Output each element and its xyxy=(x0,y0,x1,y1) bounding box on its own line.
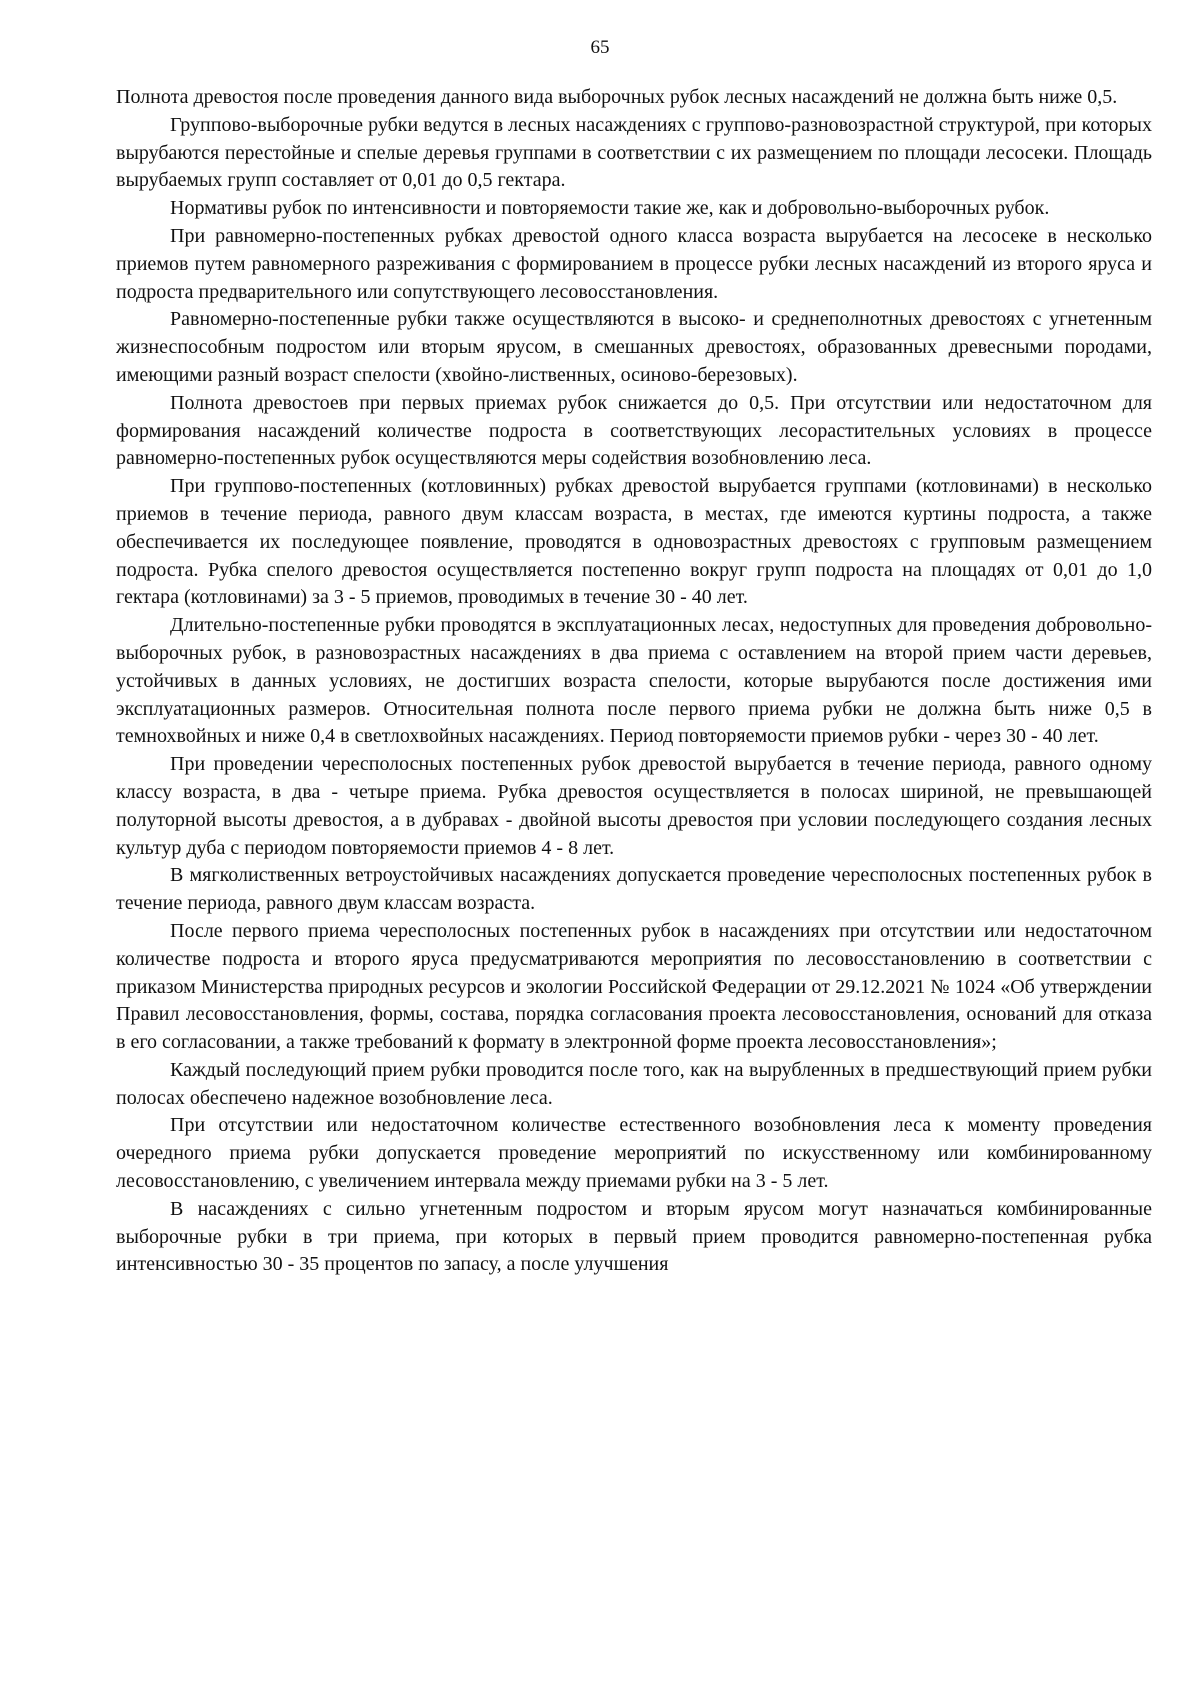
paragraph: При проведении чересполосных постепенных рубок древостой вырубается в течение периода, равного одному классу возраста, в два - четыре приема. Рубка древостоя осуществляется в полосах шириной, не превышающей полуторной высоты древостоя, а в дубравах - двойной высоты древостоя при условии последующего создания лесных культур дуба с периодом повторяемости приемов 4 - 8 лет. xyxy=(116,753,1152,859)
paragraph: В мягколиственных ветроустойчивых насаждениях допускается проведение чересполосных постепенных рубок в течение периода, равного двум классам возраста. xyxy=(116,864,1152,915)
document-body xyxy=(116,84,1152,1279)
page-number: 65 xyxy=(590,37,610,58)
paragraph: При равномерно-постепенных рубках древостой одного класса возраста вырубается на лесосеке в несколько приемов путем равномерного разреживания с формированием в процессе рубки лесных насаждений из второго яруса и подроста предварительного или сопутствующего лесовосстановления. xyxy=(116,224,1152,303)
paragraph: Равномерно-постепенные рубки также осуществляются в высоко- и среднеполнотных древостоях с угнетенным жизнеспособным подростом или вторым ярусом, в смешанных древостоях, образованных древесными породами, имеющими разный возраст спелости (хвойно-лиственных, осиново-березовых). xyxy=(116,308,1152,386)
paragraph: В насаждениях с сильно угнетенным подростом и вторым ярусом могут назначаться комбинированные выборочные рубки в три приема, при которых в первый прием проводится равномерно-постепенная рубка интенсивностью 30 - 35 процентов по запасу, а после улучшения xyxy=(116,1197,1152,1276)
paragraph: При группово-постепенных (котловинных) рубках древостой вырубается группами (котловинами) в несколько приемов в течение периода, равного двум классам возраста, в местах, где имеются куртины подроста, а также обеспечивается их последующее появление, проводятся в одновозрастных древостоях с групповым размещением подроста. Рубка спелого древостоя осуществляется постепенно вокруг групп подроста на площадях от 0,01 до 1,0 гектара (котловинами) за 3 - 5 приемов, проводимых в течение 30 - 40 лет. xyxy=(116,475,1152,609)
paragraph: При отсутствии или недостаточном количестве естественного возобновления леса к моменту проведения очередного приема рубки допускается проведение мероприятий по искусственному или комбинированному лесовосстановлению, с увеличением интервала между приемами рубки на 3 - 5 лет. xyxy=(116,1114,1152,1193)
paragraph: Полнота древостоя после проведения данного вида выборочных рубок лесных насаждений не должна быть ниже 0,5. xyxy=(116,86,1118,108)
paragraph: Нормативы рубок по интенсивности и повторяемости такие же, как и добровольно-выборочных рубок. xyxy=(170,197,1050,220)
paragraph: Длительно-постепенные рубки проводятся в эксплуатационных лесах, недоступных для проведения добровольно-выборочных рубок, в разновозрастных насаждениях в два приема с оставлением на второй прием части деревьев, устойчивых в данных условиях, не достигших возраста спелости, которые вырубаются после достижения ими эксплуатационных размеров. Относительная полнота после первого приема рубки не должна быть ниже 0,5 в темнохвойных и ниже 0,4 в светлохвойных насаждениях. Период повторяемости приемов рубки - через 30 - 40 лет. xyxy=(116,614,1152,748)
paragraph: Группово-выборочные рубки ведутся в лесных насаждениях с группово-разновозрастной структурой, при которых вырубаются перестойные и спелые деревья группами в соответствии с их размещением по площади лесосеки. Площадь вырубаемых групп составляет от 0,01 до 0,5 гектара. xyxy=(116,113,1152,192)
paragraph: После первого приема чересполосных постепенных рубок в насаждениях при отсутствии или недостаточном количестве подроста и второго яруса предусматриваются мероприятия по лесовосстановлению в соответствии с приказом Министерства природных ресурсов и экологии Российской Федерации от 29.12.2021 № 1024 «Об утверждении Правил лесовосстановления, формы, состава, порядка согласования проекта лесовосстановления, оснований для отказа в его согласовании, а также требований к формату в электронной форме проекта лесовосстановления»; xyxy=(116,919,1152,1054)
paragraph: Полнота древостоев при первых приемах рубок снижается до 0,5. При отсутствии или недостаточном для формирования насаждений количестве подроста в соответствующих лесорастительных условиях в процессе равномерно-постепенных рубок осуществляются меры содействия возобновлению леса. xyxy=(116,391,1152,470)
paragraph: Каждый последующий прием рубки проводится после того, как на вырубленных в предшествующий прием рубки полосах обеспечено надежное возобновление леса. xyxy=(116,1058,1152,1109)
